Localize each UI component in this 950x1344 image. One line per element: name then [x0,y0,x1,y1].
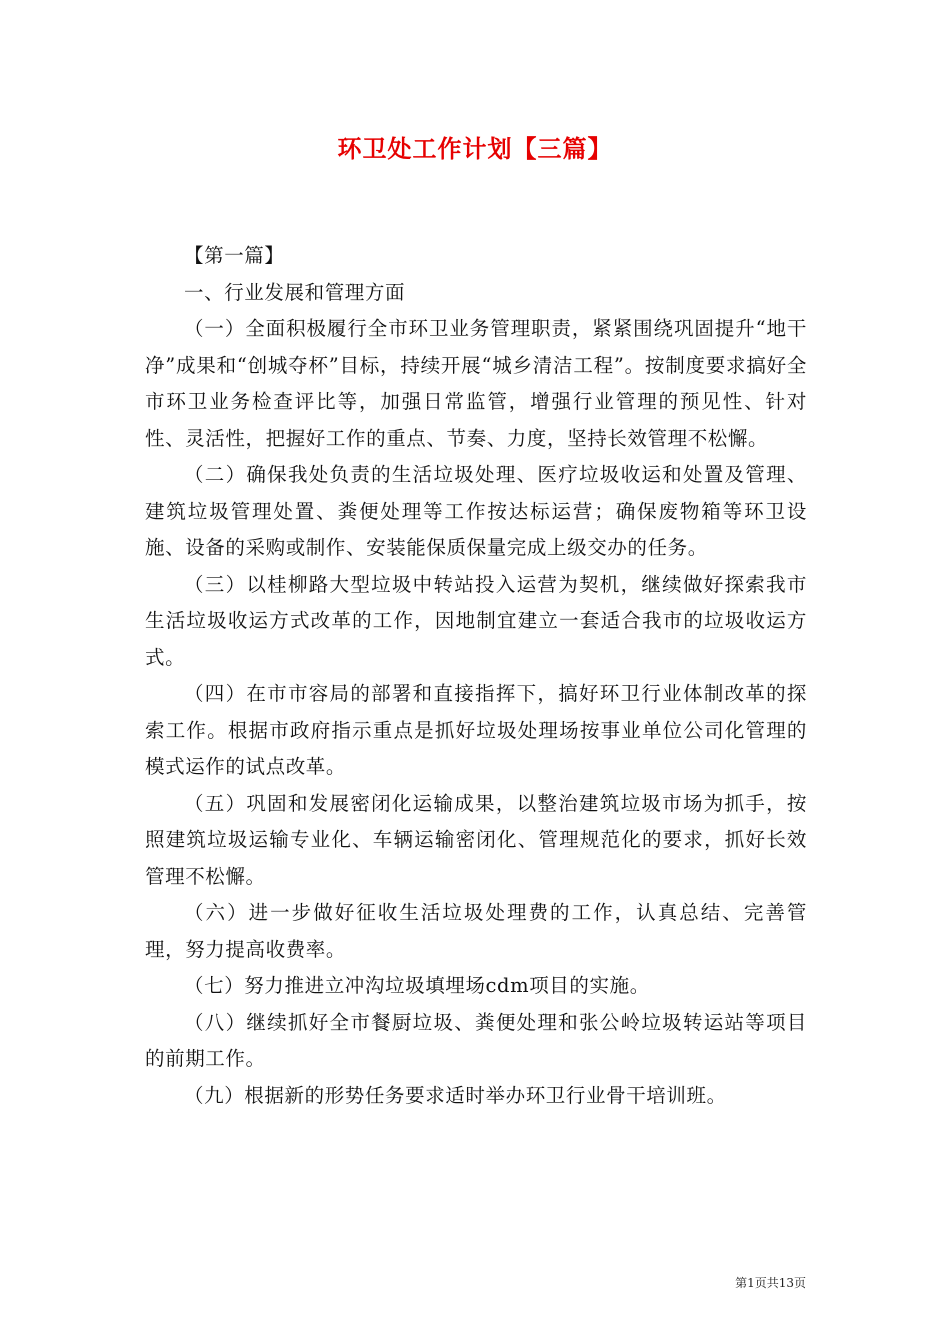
paragraph: （五）巩固和发展密闭化运输成果，以整治建筑垃圾市场为抓手，按照建筑垃圾运输专业化、车辆运输密闭化、管理规范化的要求，抓好长效管理不松懈。 [145,791,807,888]
document-title: 环卫处工作计划【三篇】 [337,134,613,163]
paragraph: （四）在市市容局的部署和直接指挥下，搞好环卫行业体制改革的探索工作。根据市政府指示重点是抓好垃圾处理场按事业单位公司化管理的模式运作的试点改革。 [145,682,807,778]
paragraph: （二）确保我处负责的生活垃圾处理、医疗垃圾收运和处置及管理、建筑垃圾管理处置、粪便处理等工作按达标运营；确保废物箱等环卫设施、设备的采购或制作、安装能保质保量完成上级交办的任务。 [145,463,807,559]
subsection-heading: 一、行业发展和管理方面 [184,280,406,304]
document-body [145,238,807,1114]
paragraph: （七）努力推进立冲沟垃圾填埋场cdm项目的实施。 [184,974,650,997]
page-number: 第1页共13页 [735,1276,806,1290]
paragraph: （九）根据新的形势任务要求适时举办环卫行业骨干培训班。 [184,1083,727,1107]
paragraph: （一）全面积极履行全市环卫业务管理职责，紧紧围绕巩固提升“地干净”成果和“创城夺杯”目标，持续开展“城乡清洁工程”。按制度要求搞好全市环卫业务检查评比等，加强日常监管，增强行业管理的预见性、针对性、灵活性，把握好工作的重点、节奏、力度，坚持长效管理不松懈。 [145,317,807,450]
paragraph: （三）以桂柳路大型垃圾中转站投入运营为契机，继续做好探索我市生活垃圾收运方式改革的工作，因地制宜建立一套适合我市的垃圾收运方式。 [145,572,807,669]
section-heading: 【第一篇】 [184,244,285,267]
paragraph: （六）进一步做好征收生活垃圾处理费的工作，认真总结、完善管理，努力提高收费率。 [145,901,807,961]
paragraph: （八）继续抓好全市餐厨垃圾、粪便处理和张公岭垃圾转运站等项目的前期工作。 [145,1010,807,1070]
